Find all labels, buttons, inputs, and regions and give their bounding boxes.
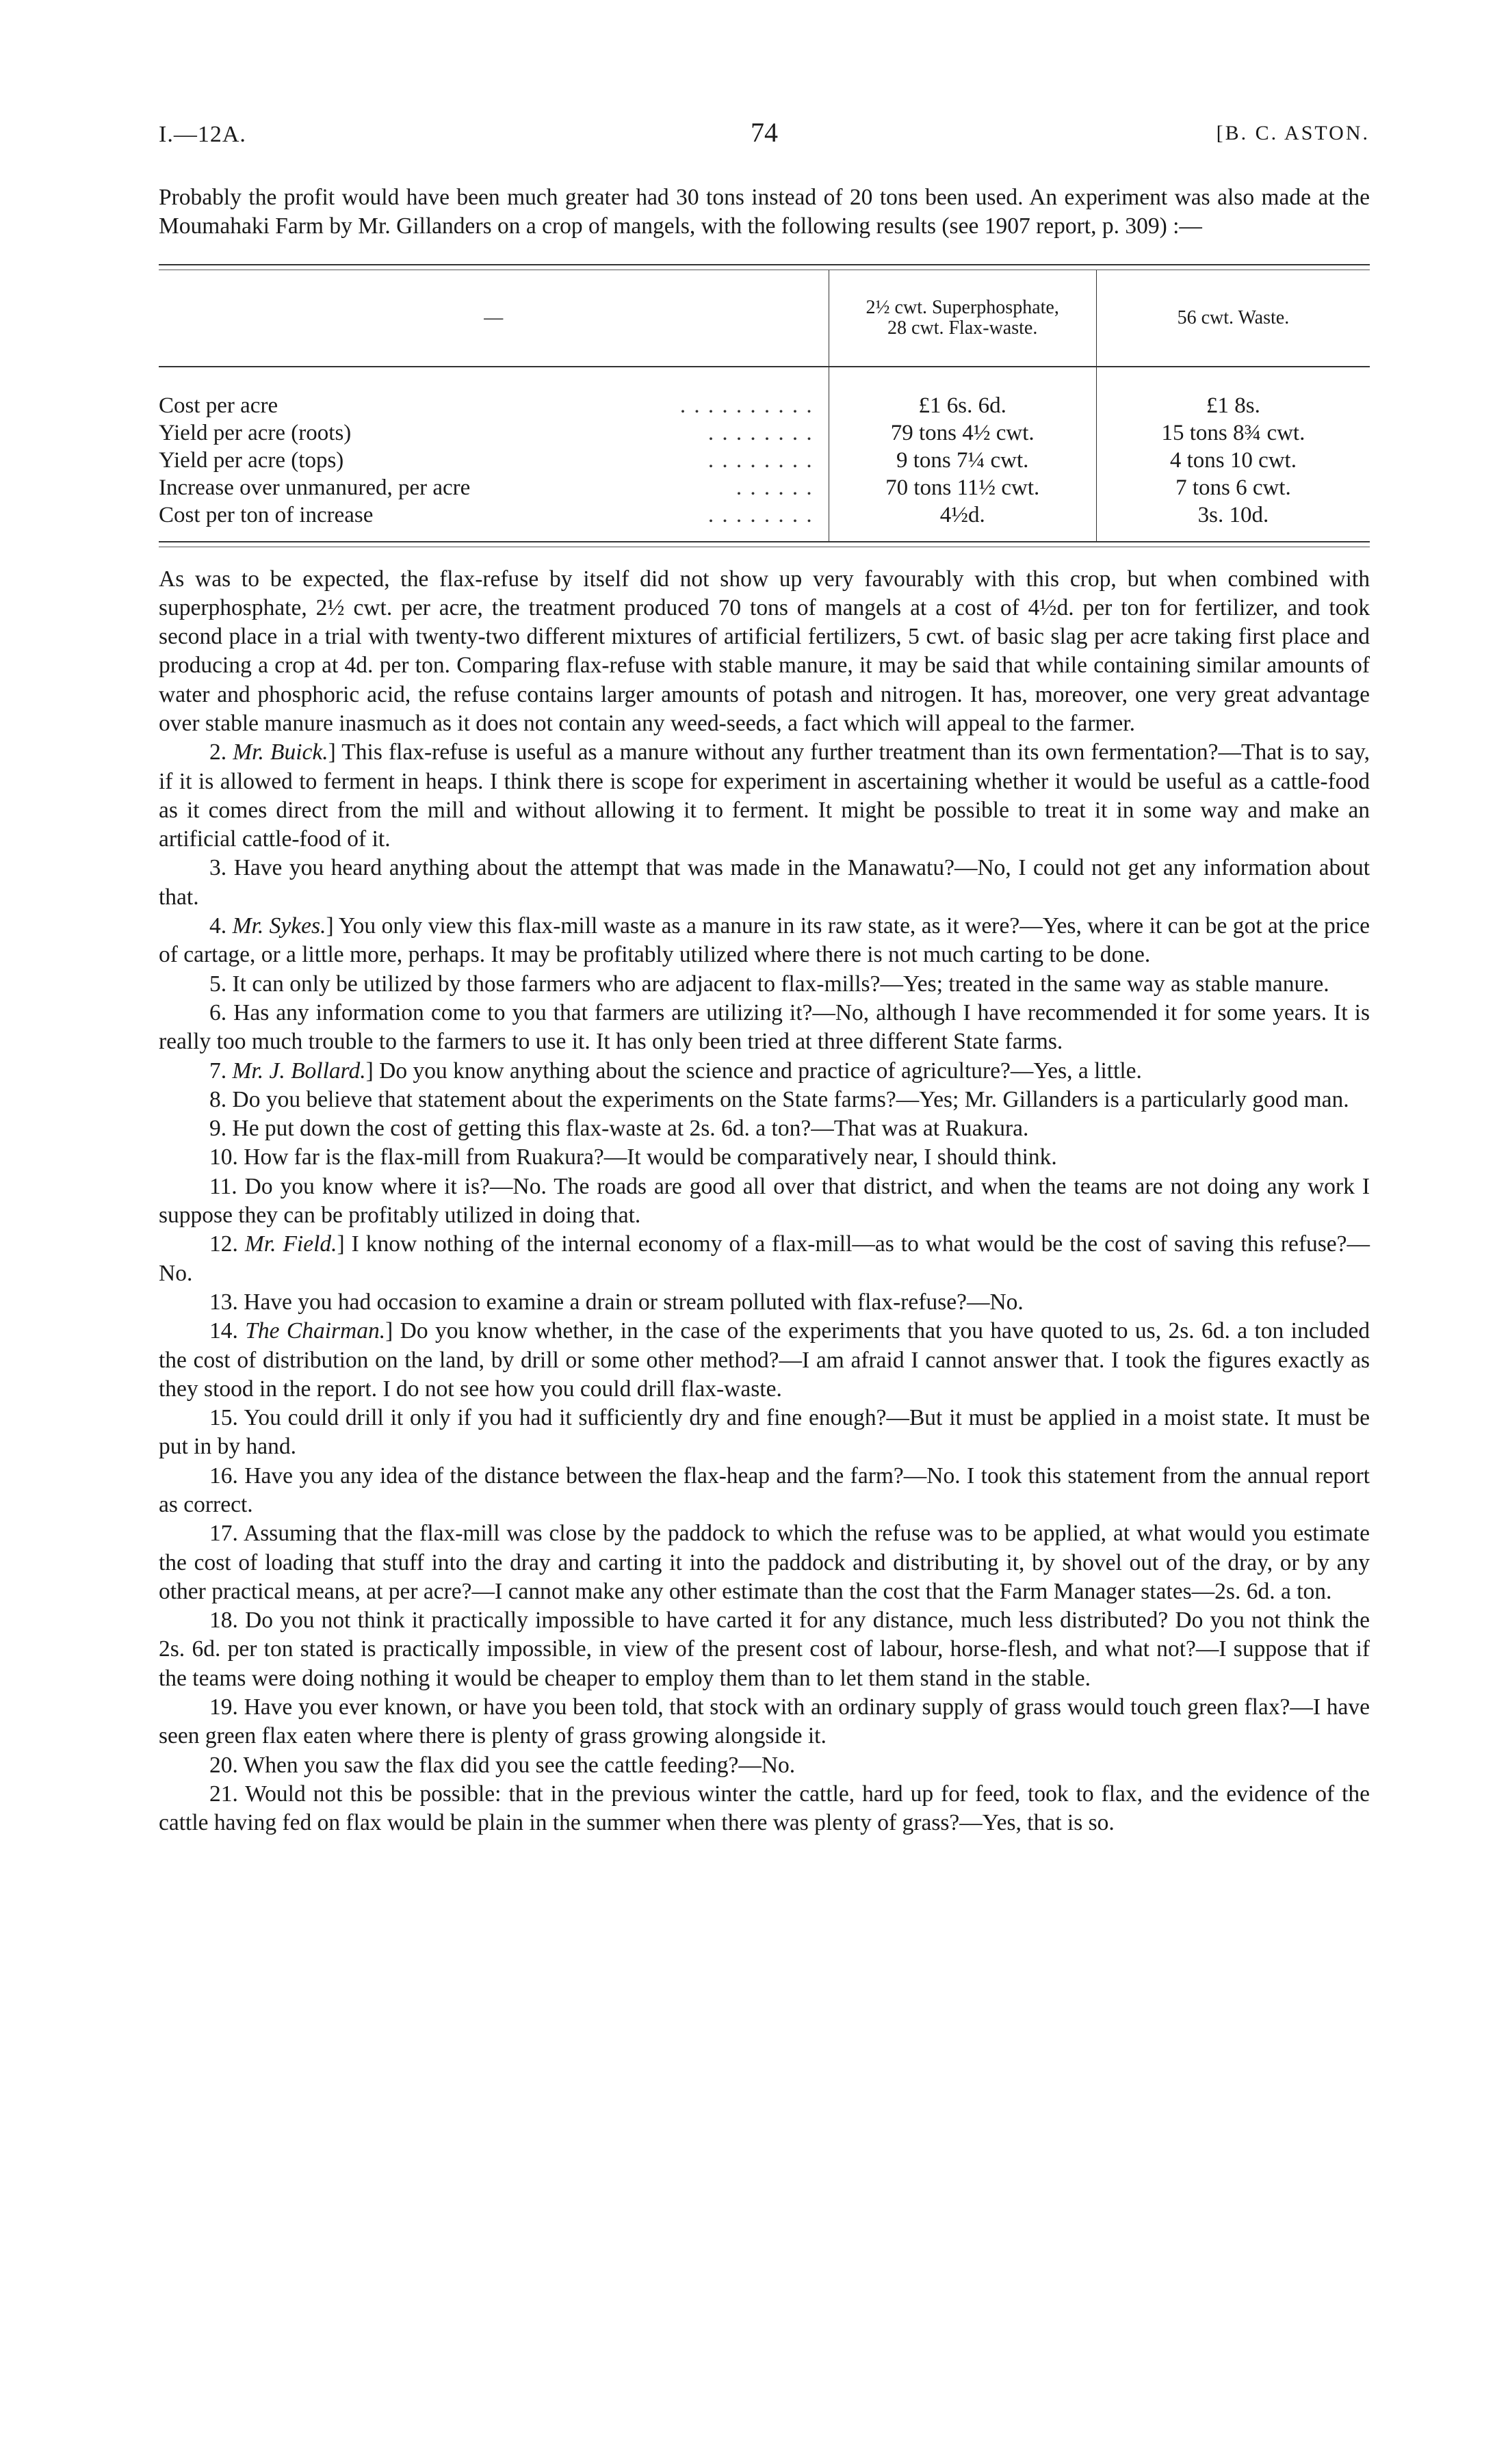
- row-label-cell: [159, 447, 829, 474]
- speaker-name: The Chairman.: [245, 1318, 386, 1344]
- row-label-cell: [159, 392, 829, 419]
- paragraph: [159, 1780, 1370, 1838]
- speaker-name: Mr. J. Bollard.: [232, 1058, 366, 1084]
- paragraph: [159, 565, 1370, 739]
- paragraph-text: ] You only view this flax-mill waste as a manure in its raw state, as it were?—Yes, where it can be got at the price of cartage, or a little more, perhaps. It may be profitably utilized where there is not much carting to be done.: [159, 913, 1370, 968]
- row-value-superphosphate: £1 6s. 6d.: [829, 392, 1096, 419]
- row-value-waste: 15 tons 8¾ cwt.: [1096, 419, 1370, 447]
- table-row: [159, 392, 1370, 419]
- table-row: [159, 474, 1370, 501]
- results-table: [159, 270, 1370, 541]
- table-header-superphosphate: [829, 270, 1096, 367]
- page-header: [159, 116, 1370, 157]
- row-value-waste: £1 8s.: [1096, 392, 1370, 419]
- paragraph: [159, 1462, 1370, 1520]
- row-label: Cost per acre: [159, 393, 278, 418]
- row-value-waste: 7 tons 6 cwt.: [1096, 474, 1370, 501]
- paragraph-text: ] I know nothing of the internal economy of a flax-mill—as to what would be the cost of saving this refuse?—No.: [159, 1231, 1370, 1286]
- leader-dots: . . . . . .: [736, 475, 814, 500]
- testimony-body: [159, 565, 1370, 1838]
- witness-name: [B. C. ASTON.: [1216, 122, 1370, 144]
- header-dash: —: [484, 306, 504, 328]
- paragraph-text: 8. Do you believe that statement about the experiments on the State farms?—Yes; Mr. Gillanders is a particularly good man.: [209, 1086, 1349, 1112]
- question-number: 4.: [209, 913, 233, 939]
- paragraph: [159, 1230, 1370, 1288]
- paragraph: [159, 912, 1370, 970]
- paragraph-text: 5. It can only be utilized by those farmers who are adjacent to flax-mills?—Yes; treated in the same way as stable manure.: [209, 971, 1329, 997]
- paragraph-text: 16. Have you any idea of the distance between the flax-heap and the farm?—No. I took this statement from the annual report as correct.: [159, 1463, 1370, 1517]
- paragraph: [159, 1751, 1370, 1780]
- speaker-name: Mr. Buick.: [233, 739, 328, 765]
- row-value-superphosphate: 9 tons 7¼ cwt.: [829, 447, 1096, 474]
- speaker-name: Mr. Sykes.: [232, 913, 326, 939]
- paragraph: [159, 1114, 1370, 1143]
- paragraph-text: 19. Have you ever known, or have you been told, that stock with an ordinary supply of grass would touch green flax?—I have seen green flax eaten where there is plenty of grass growing alongside it.: [159, 1694, 1370, 1749]
- table-header-label-column: [159, 270, 829, 367]
- paragraph-text: ] Do you know anything about the science and practice of agriculture?—Yes, a little.: [365, 1058, 1142, 1084]
- row-label-cell: [159, 474, 829, 501]
- paragraph-text: 9. He put down the cost of getting this flax-waste at 2s. 6d. a ton?—That was at Ruakura.: [209, 1116, 1029, 1142]
- leader-dots: . . . . . . . . . .: [679, 393, 814, 418]
- paragraph: [159, 1693, 1370, 1751]
- table-spacer-row: [159, 367, 1370, 392]
- spacer-cell: [159, 367, 829, 392]
- paragraph: [159, 1172, 1370, 1231]
- spacer-cell: [1096, 367, 1370, 392]
- row-value-waste: 3s. 10d.: [1096, 501, 1370, 529]
- table-row: [159, 419, 1370, 447]
- question-number: 12.: [209, 1231, 245, 1257]
- table-bottom-rule: [159, 541, 1370, 542]
- paragraph: [159, 1057, 1370, 1086]
- paragraph: [159, 1288, 1370, 1317]
- row-value-superphosphate: 4½d.: [829, 501, 1096, 529]
- question-number: 2.: [209, 739, 233, 765]
- paragraph: [159, 854, 1370, 912]
- document-page: [159, 116, 1370, 1838]
- header-superphosphate-line1: 2½ cwt. Superphosphate,: [866, 296, 1059, 318]
- paragraph-text: 17. Assuming that the flax-mill was close by the paddock to which the refuse was to be applied, at what would you estimate the cost of loading that stuff into the dray and carting it into the paddock and distributing it, by shovel out of the dray, or by any other practical means, at per acre?—I cannot make any other estimate than the cost that the Farm Manager states—2s. 6d. a ton.: [159, 1521, 1370, 1604]
- row-label-cell: [159, 419, 829, 447]
- row-value-superphosphate: 79 tons 4½ cwt.: [829, 419, 1096, 447]
- row-label: Yield per acre (roots): [159, 420, 352, 445]
- table-row: [159, 501, 1370, 529]
- paragraph-text: ] This flax-refuse is useful as a manure without any further treatment than its own fermentation?—That is to say, if it is allowed to ferment in heaps. I think there is scope for experiment in ascertaining whether it would be useful as a cattle-food as it comes direct from the mill and without allowing it to ferment. It might be possible to treat it in some way and make an artificial cattle-food of it.: [159, 739, 1370, 852]
- paragraph-text: 15. You could drill it only if you had it sufficiently dry and fine enough?—But it must be applied in a moist state. It must be put in by hand.: [159, 1405, 1370, 1460]
- spacer-cell: [829, 367, 1096, 392]
- paragraph: [159, 1317, 1370, 1404]
- question-number: 14.: [209, 1318, 246, 1344]
- paragraph: [159, 738, 1370, 854]
- leader-dots: . . . . . . . .: [707, 447, 814, 473]
- spacer-cell: [159, 529, 829, 541]
- paragraph-text: 21. Would not this be possible: that in the previous winter the cattle, hard up for feed, took to flax, and the evidence of the cattle having fed on flax would be plain in the summer when there was plenty of grass?—Yes, that is so.: [159, 1781, 1370, 1836]
- table-header-waste: [1096, 270, 1370, 367]
- table-header-row: [159, 270, 1370, 367]
- spacer-cell: [1096, 529, 1370, 541]
- paragraph-text: 3. Have you heard anything about the attempt that was made in the Manawatu?—No, I could not get any information about that.: [159, 855, 1370, 910]
- row-label: Increase over unmanured, per acre: [159, 475, 471, 500]
- spacer-cell: [829, 529, 1096, 541]
- intro-paragraph: Probably the profit would have been much greater had 30 tons instead of 20 tons been used. An experiment was also made at the Moumahaki Farm by Mr. Gillanders on a crop of mangels, with the following results (see 1907 report, p. 309) :—: [159, 185, 1370, 239]
- paragraph: [159, 1404, 1370, 1462]
- row-label: Cost per ton of increase: [159, 502, 374, 527]
- row-value-waste: 4 tons 10 cwt.: [1096, 447, 1370, 474]
- leader-dots: . . . . . . . .: [707, 502, 814, 527]
- header-waste-label: 56 cwt. Waste.: [1177, 306, 1290, 328]
- leader-dots: . . . . . . . .: [707, 420, 814, 445]
- paragraph-text: ] Do you know whether, in the case of the experiments that you have quoted to us, 2s. 6d. a ton included the cost of distribution on the land, by drill or some other method?—I am afraid I cannot answer that. I took the figures exactly as they stood in the report. I do not see how you could drill flax-waste.: [159, 1318, 1370, 1402]
- paragraph: [159, 970, 1370, 999]
- paragraph-text: As was to be expected, the flax-refuse by itself did not show up very favourably with this crop, but when combined with superphosphate, 2½ cwt. per acre, the treatment produced 70 tons of mangels at a cost of 4½d. per ton for fertilizer, and took second place in a trial with twenty-two different mixtures of artificial fertilizers, 5 cwt. of basic slag per acre taking first place and producing a crop at 4d. per ton. Comparing flax-refuse with stable manure, it may be said that while containing similar amounts of water and phosphoric acid, the refuse contains larger amounts of potash and nitrogen. It has, moreover, one very great advantage over stable manure inasmuch as it does not contain any weed-seeds, a fact which will appeal to the farmer.: [159, 566, 1370, 736]
- paragraph: [159, 1606, 1370, 1693]
- header-superphosphate-line2: 28 cwt. Flax-waste.: [887, 317, 1038, 339]
- table-end-spacer: [159, 529, 1370, 541]
- paragraph-text: 13. Have you had occasion to examine a drain or stream polluted with flax-refuse?—No.: [209, 1289, 1024, 1315]
- paragraph: [159, 999, 1370, 1057]
- question-number: 7.: [209, 1058, 233, 1084]
- paragraph: [159, 1143, 1370, 1172]
- speaker-name: Mr. Field.: [244, 1231, 337, 1257]
- paragraph: [159, 1086, 1370, 1114]
- paragraph-text: 10. How far is the flax-mill from Ruakura?—It would be comparatively near, I should think.: [209, 1144, 1057, 1170]
- row-value-superphosphate: 70 tons 11½ cwt.: [829, 474, 1096, 501]
- row-label-cell: [159, 501, 829, 529]
- table-top-rule: [159, 264, 1370, 265]
- paragraph-text: 20. When you saw the flax did you see the cattle feeding?—No.: [209, 1752, 796, 1778]
- page-number: 74: [751, 117, 778, 148]
- paragraph-text: 11. Do you know where it is?—No. The roads are good all over that district, and when the teams are not doing any work I suppose they can be profitably utilized in doing that.: [159, 1173, 1370, 1229]
- table-row: [159, 447, 1370, 474]
- paragraph-text: 6. Has any information come to you that farmers are utilizing it?—No, although I have recommended it for some years. It is really too much trouble to the farmers to use it. It has only been tried at three different State farms.: [159, 999, 1370, 1055]
- row-label: Yield per acre (tops): [159, 447, 344, 473]
- parliamentary-paper-reference: I.—12A.: [159, 122, 246, 147]
- paragraph-text: 18. Do you not think it practically impossible to have carted it for any distance, much less distributed? Do you not think the 2s. 6d. per ton stated is practically impossible, in view of the present cost of labour, horse-flesh, and what not?—I suppose that if the teams were doing nothing it would be cheaper to employ them than to let them stand in the stable.: [159, 1608, 1370, 1691]
- paragraph: [159, 1519, 1370, 1606]
